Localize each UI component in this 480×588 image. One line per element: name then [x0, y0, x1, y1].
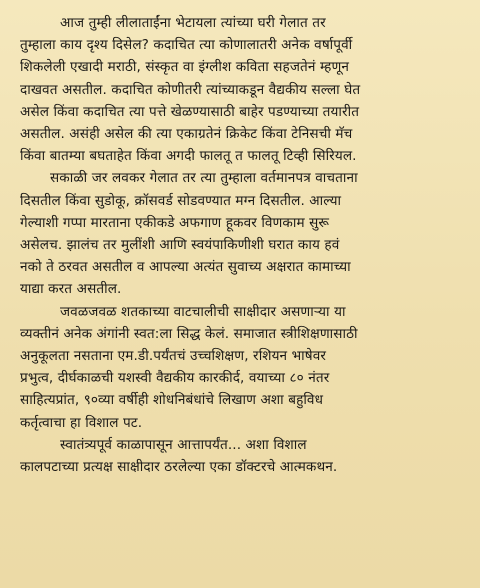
- text-line: शिकलेली एखादी मराठी, संस्कृत वा इंग्लीश कविता सहजतेनं म्हणून: [20, 59, 350, 76]
- text-line: असतील. असंही असेल की त्या एकाग्रतेनं क्रिकेट किंवा टेनिसची मॅच: [20, 126, 353, 143]
- text-line: स्वातंत्र्यपूर्व काळापासून आत्तापर्यंत... अशा विशाल: [60, 436, 307, 453]
- paragraph-4: [20, 434, 464, 478]
- text-line: किंवा बातम्या बघताहेत किंवा अगदी फालतू त फालतू टिव्ही सिरियल.: [20, 148, 357, 165]
- text-line: दाखवत असतील. कदाचित कोणीतरी त्यांच्याकडून वैद्यकीय सल्ला घेत: [20, 81, 361, 98]
- paragraph-2: [20, 167, 464, 300]
- text-line: कर्तृत्वाचा हा विशाल पट.: [20, 414, 143, 431]
- text-line: नको ते ठरवत असतील व आपल्या अत्यंत सुवाच्य अक्षरात कामाच्या: [20, 259, 351, 276]
- text-line: साहित्यप्रांत, ९०व्या वर्षीही शोधनिबंधांचे लिखाण अशा बहुविध: [20, 392, 324, 409]
- text-line: कालपटाच्या प्रत्यक्ष साक्षीदार ठरलेल्या एका डॉक्टरचे आत्मकथन.: [20, 459, 338, 476]
- text-line: आज तुम्ही लीलाताईंना भेटायला त्यांच्या घरी गेलात तर: [60, 15, 326, 31]
- text-line: अनुकूलता नसताना एम.डी.पर्यंतचं उच्चशिक्षण, रशियन भाषेवर: [20, 348, 327, 365]
- text-line: सकाळी जर लवकर गेलात तर त्या तुम्हाला वर्तमानपत्र वाचताना: [50, 170, 358, 187]
- text-line: असेल किंवा कदाचित त्या पत्ते खेळण्यासाठी बाहेर पडण्याच्या तयारीत: [20, 103, 360, 120]
- text-line: दिसतील किंवा सुडोकू, क्रॉसवर्ड सोडवण्यात मग्न दिसतील. आल्या: [20, 192, 342, 209]
- paragraph-3: [20, 301, 464, 434]
- text-line: गेल्याशी गप्पा मारताना एकीकडे अफगाण हूकवर विणकाम सुरू: [20, 214, 330, 231]
- text-line: याद्या करत असतील.: [20, 281, 122, 298]
- text-line: जवळजवळ शतकाच्या वाटचालीची साक्षीदार असणाऱ्या या: [60, 303, 346, 320]
- text-line: तुम्हाला काय दृश्य दिसेल? कदाचित त्या कोणालातरी अनेक वर्षापूर्वी: [20, 37, 353, 54]
- paragraph-1: [20, 12, 464, 167]
- text-line: असेलच. झालंच तर मुलींशी आणि स्वयंपाकिणीशी घरात काय हवं: [20, 237, 340, 254]
- text-line: प्रभुत्व, दीर्घकाळची यशस्वी वैद्यकीय कारकीर्द, वयाच्या ८० नंतर: [20, 370, 330, 387]
- text-line: व्यक्तीनं अनेक अंगांनी स्वत:ला सिद्ध केलं. समाजात स्त्रीशिक्षणासाठी: [20, 325, 358, 342]
